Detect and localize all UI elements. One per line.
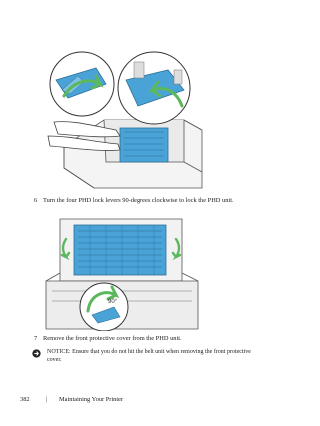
step-number: 7 xyxy=(34,335,38,342)
figure-phd-lock-levers xyxy=(34,50,206,190)
zoom-inset-lever xyxy=(80,283,128,331)
step-text: Turn the four PHD lock levers 90-degrees clockwise to lock the PHD unit. xyxy=(43,197,234,204)
phd-protective-cover xyxy=(74,225,166,275)
notice-label: NOTICE: xyxy=(47,349,71,355)
step-number: 6 xyxy=(34,197,38,204)
step-7 xyxy=(34,335,182,343)
notice-text xyxy=(47,349,265,364)
zoom-inset-right xyxy=(118,52,190,124)
figure-front-protective-cover xyxy=(42,215,202,331)
footer-section: Maintaining Your Printer xyxy=(59,396,124,403)
notice-body: Ensure that you do not hit the belt unit when removing the front protective cover. xyxy=(47,349,251,363)
step-6 xyxy=(34,197,234,205)
zoom-inset-left xyxy=(50,52,114,116)
footer-separator: | xyxy=(46,396,48,403)
step-text: Remove the front protective cover from the PHD unit. xyxy=(43,335,182,342)
angle-label: 90° xyxy=(108,299,118,305)
notice-icon xyxy=(32,349,41,358)
footer-page-number: 382 xyxy=(20,396,30,403)
